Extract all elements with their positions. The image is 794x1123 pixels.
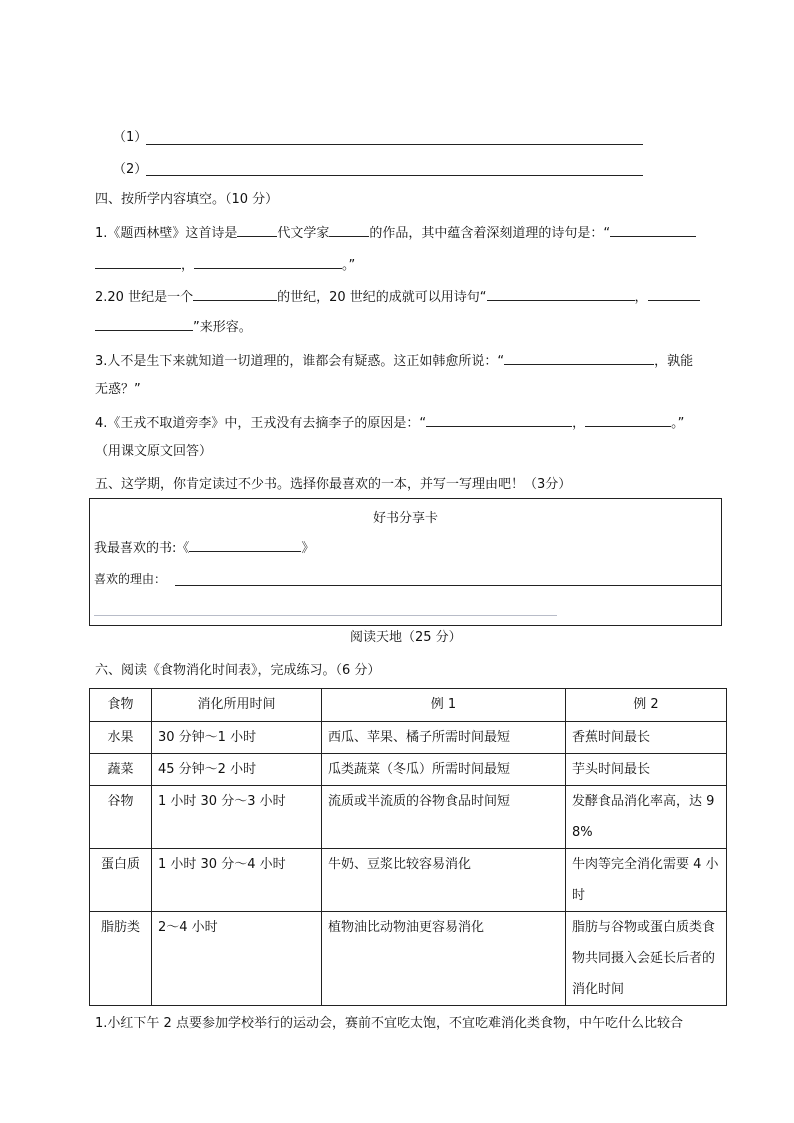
s4-q2-blank-century[interactable] (193, 286, 277, 301)
s4-q1-text-a: 1.《题西林壁》这首诗是 (95, 226, 238, 241)
s4-q1-blank-verse-2[interactable] (194, 254, 342, 269)
s4-q2-line2 (95, 316, 252, 338)
s4-q4-text-a: 4.《王戎不取道旁李》中，王戎没有去摘李子的原因是：“ (95, 416, 427, 431)
table-cell-ex1: 牛奶、豆浆比较容易消化 (322, 849, 566, 912)
s4-q3-text-b: ，孰能 (654, 354, 694, 369)
s4-q2-text-a: 2.20 世纪是一个 (95, 290, 194, 305)
table-cell-food: 蔬菜 (90, 754, 152, 786)
reason-label: 喜欢的理由： (94, 572, 167, 586)
s4-q1-text-b: 代文学家 (277, 226, 330, 241)
s4-q4-blank-1[interactable] (426, 412, 572, 427)
s4-q1-line1 (95, 222, 696, 244)
table-cell-ex2: 芋头时间最长 (566, 754, 727, 786)
section4-heading: 四、按所学内容填空。（10 分） (95, 192, 279, 207)
s4-q1-blank-dynasty[interactable] (237, 222, 277, 237)
table-cell-food: 谷物 (90, 786, 152, 849)
table-cell-time: 1 小时 30 分～3 小时 (152, 786, 322, 849)
table-cell-ex1: 植物油比动物油更容易消化 (322, 912, 566, 1006)
table-cell-time: 30 分钟～1 小时 (152, 722, 322, 754)
answer-item-2 (113, 160, 147, 180)
book-card-title: 好书分享卡 (372, 511, 438, 526)
section6-heading: 六、阅读《食物消化时间表》，完成练习。（6 分） (95, 663, 381, 678)
s4-q2-line1 (95, 286, 700, 308)
s4-q1-text-d: ， (181, 258, 195, 273)
s4-q3-line2: 无惑？” (95, 382, 141, 397)
reading-section-title: 阅读天地（25 分） (350, 630, 462, 645)
s4-q4-blank-2[interactable] (585, 412, 671, 427)
s6-q1-text: 1.小红下午 2 点要参加学校举行的运动会，赛前不宜吃太饱，不宜吃难消化类食物，中午吃什么比较合 (95, 1016, 683, 1031)
table-cell-ex1: 流质或半流质的谷物食品时间短 (322, 786, 566, 849)
fav-book-close: 》 (301, 541, 315, 556)
table-header-food: 食物 (90, 689, 152, 722)
table-cell-ex1: 西瓜、苹果、橘子所需时间最短 (322, 722, 566, 754)
answer-line-2[interactable] (146, 175, 643, 176)
table-cell-time: 45 分钟～2 小时 (152, 754, 322, 786)
table-row (90, 912, 727, 1006)
answer-line-1[interactable] (146, 144, 643, 145)
answer-item-2-label: （2） (113, 162, 148, 177)
s4-q1-line2 (95, 254, 355, 276)
reason-line-1[interactable] (175, 585, 721, 586)
table-cell-food: 脂肪类 (90, 912, 152, 1006)
fav-book-label: 我最喜欢的书:《 (94, 541, 190, 556)
table-cell-food: 水果 (90, 722, 152, 754)
table-cell-ex1: 瓜类蔬菜（冬瓜）所需时间最短 (322, 754, 566, 786)
s4-q4-line1 (95, 412, 684, 434)
reason-row (94, 569, 166, 589)
s4-q2-text-b: 的世纪，20 世纪的成就可以用诗句“ (277, 290, 487, 305)
answer-item-1-label: （1） (113, 130, 148, 145)
table-cell-food: 蛋白质 (90, 849, 152, 912)
s4-q2-blank-verse-2b[interactable] (95, 316, 193, 331)
table-row (90, 786, 727, 849)
s4-q2-blank-verse-2a[interactable] (648, 286, 700, 301)
fav-book-input[interactable] (189, 537, 301, 552)
table-row (90, 754, 727, 786)
table-header-row (90, 689, 727, 722)
s4-q4-text-b: ， (572, 416, 586, 431)
s4-q2-text-c: ， (634, 290, 648, 305)
table-cell-ex2: 牛肉等完全消化需要 4 小时 (566, 849, 727, 912)
answer-item-1 (113, 128, 147, 148)
s4-q4-note: （用课文原文回答） (95, 444, 213, 459)
table-row (90, 849, 727, 912)
table-cell-ex2: 发酵食品消化率高，达 9 8% (566, 786, 727, 849)
food-digestion-table (89, 688, 727, 1006)
s4-q3-blank-quote[interactable] (504, 350, 654, 365)
table-row (90, 722, 727, 754)
table-cell-time: 1 小时 30 分～4 小时 (152, 849, 322, 912)
s4-q1-blank-verse-1[interactable] (95, 254, 181, 269)
reason-line-2[interactable] (94, 615, 557, 616)
table-header-ex1: 例 1 (322, 689, 566, 722)
s4-q1-blank-verse-start[interactable] (610, 222, 696, 237)
s4-q1-text-c: 的作品，其中蕴含着深刻道理的诗句是：“ (369, 226, 611, 241)
book-share-card (89, 498, 722, 626)
table-header-ex2: 例 2 (566, 689, 727, 722)
table-cell-ex2: 脂肪与谷物或蛋白质类食物共同摄入会延长后者的消化时间 (566, 912, 727, 1006)
fav-book-row (94, 537, 314, 559)
s4-q3-text-a: 3.人不是生下来就知道一切道理的，谁都会有疑惑。这正如韩愈所说：“ (95, 354, 505, 369)
section5-heading: 五、这学期，你肯定读过不少书。选择你最喜欢的一本，并写一写理由吧！（3分） (95, 477, 572, 492)
table-cell-time: 2～4 小时 (152, 912, 322, 1006)
table-header-time: 消化所用时间 (152, 689, 322, 722)
s4-q1-blank-author[interactable] (329, 222, 369, 237)
s4-q4-text-c: 。” (671, 416, 685, 431)
s4-q2-blank-verse-1[interactable] (487, 286, 635, 301)
s4-q1-text-e: 。” (342, 258, 356, 273)
s4-q3-line1 (95, 350, 693, 372)
table-cell-ex2: 香蕉时间最长 (566, 722, 727, 754)
s4-q2-text-d: ”来形容。 (193, 320, 252, 335)
